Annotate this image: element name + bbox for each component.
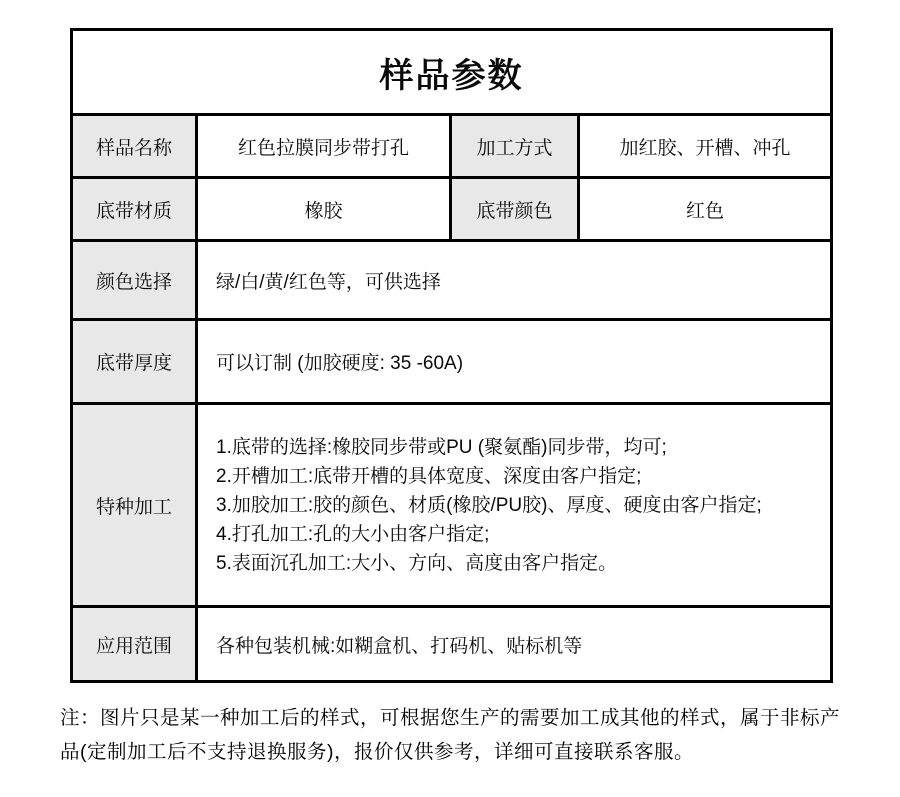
special-processing-line: 2.开槽加工:底带开槽的具体宽度、深度由客户指定; <box>216 465 642 487</box>
processing-method-value: 加红胶、开槽、冲孔 <box>579 115 832 178</box>
table-row <box>72 320 832 404</box>
sample-name-value: 红色拉膜同步带打孔 <box>197 115 451 178</box>
base-thickness-label: 底带厚度 <box>72 320 197 404</box>
special-processing-line: 3.加胶加工:胶的颜色、材质(橡胶/PU胶)、厚度、硬度由客户指定; <box>216 494 762 516</box>
base-color-value: 红色 <box>579 178 832 241</box>
color-options-label: 颜色选择 <box>72 241 197 320</box>
application-scope-value: 各种包装机械:如糊盒机、打码机、贴标机等 <box>197 607 832 682</box>
table-row <box>72 404 832 607</box>
table-row <box>72 607 832 682</box>
base-thickness-value: 可以订制 (加胶硬度: 35 -60A) <box>197 320 832 404</box>
sample-name-label: 样品名称 <box>72 115 197 178</box>
footnote: 注：图片只是某一种加工后的样式，可根据您生产的需要加工成其他的样式，属于非标产品(定制加工后不支持退换服务)，报价仅供参考，详细可直接联系客服。 <box>60 707 841 763</box>
special-processing-label: 特种加工 <box>72 404 197 607</box>
special-processing-value <box>197 404 832 607</box>
special-processing-line: 5.表面沉孔加工:大小、方向、高度由客户指定。 <box>216 552 618 574</box>
special-processing-line: 1.底带的选择:橡胶同步带或PU (聚氨酯)同步带，均可; <box>216 436 667 458</box>
table-row <box>72 178 832 241</box>
table-title: 样品参数 <box>72 30 832 115</box>
base-material-label: 底带材质 <box>72 178 197 241</box>
base-color-label: 底带颜色 <box>451 178 579 241</box>
color-options-value: 绿/白/黄/红色等，可供选择 <box>197 241 832 320</box>
base-material-value: 橡胶 <box>197 178 451 241</box>
table-row <box>72 115 832 178</box>
spec-table <box>70 28 833 683</box>
application-scope-label: 应用范围 <box>72 607 197 682</box>
table-row <box>72 241 832 320</box>
special-processing-line: 4.打孔加工:孔的大小由客户指定; <box>216 523 490 545</box>
title-row <box>72 30 832 115</box>
processing-method-label: 加工方式 <box>451 115 579 178</box>
